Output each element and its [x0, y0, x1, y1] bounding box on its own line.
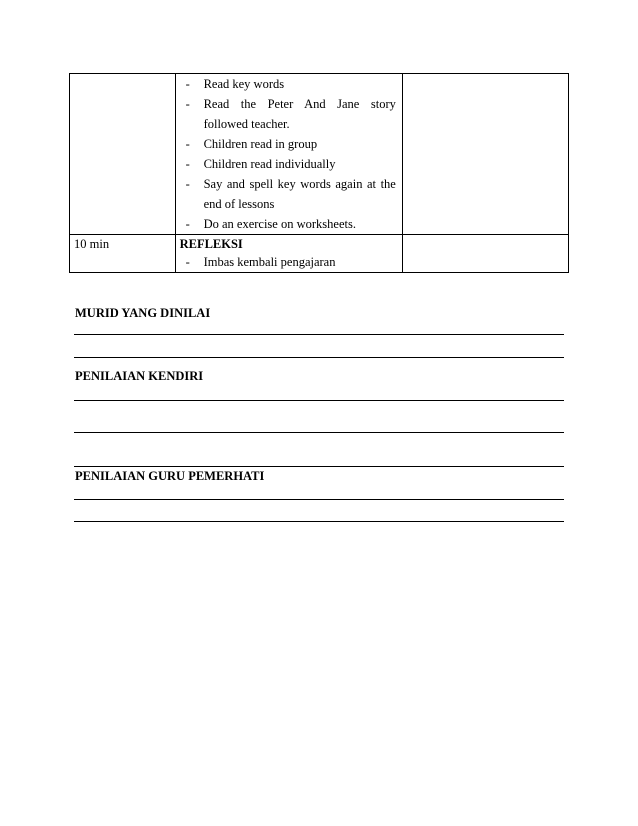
time-cell: 10 min [70, 235, 176, 273]
penilaian-kendiri-heading: PENILAIAN KENDIRI [75, 369, 204, 383]
answer-line [74, 357, 564, 358]
answer-line [74, 466, 564, 467]
table-row [70, 74, 569, 235]
answer-line [74, 432, 564, 433]
list-item: - Read the Peter And Jane story followed teacher. [185, 97, 396, 131]
activity-cell [175, 235, 402, 273]
activity-list [176, 252, 402, 272]
refleksi-heading: REFLEKSI [179, 237, 243, 251]
lesson-plan-table [69, 73, 569, 273]
list-item: - Do an exercise on worksheets. [185, 217, 356, 231]
list-item: - Read key words [185, 77, 285, 91]
table-row [70, 235, 569, 273]
activity-cell [175, 74, 402, 235]
list-item: - Say and spell key words again at the end of lessons [185, 177, 396, 211]
answer-line [74, 499, 564, 500]
notes-cell [402, 235, 568, 273]
notes-cell [402, 74, 568, 235]
list-item: - Children read individually [185, 157, 336, 171]
list-item: - Imbas kembali pengajaran [185, 255, 336, 269]
murid-yang-dinilai-heading: MURID YANG DINILAI [75, 306, 211, 320]
time-cell [70, 74, 176, 235]
activity-list [176, 74, 402, 234]
answer-line [74, 521, 564, 522]
penilaian-guru-pemerhati-heading: PENILAIAN GURU PEMERHATI [75, 469, 265, 483]
answer-line [74, 400, 564, 401]
list-item: - Children read in group [185, 137, 318, 151]
answer-line [74, 334, 564, 335]
